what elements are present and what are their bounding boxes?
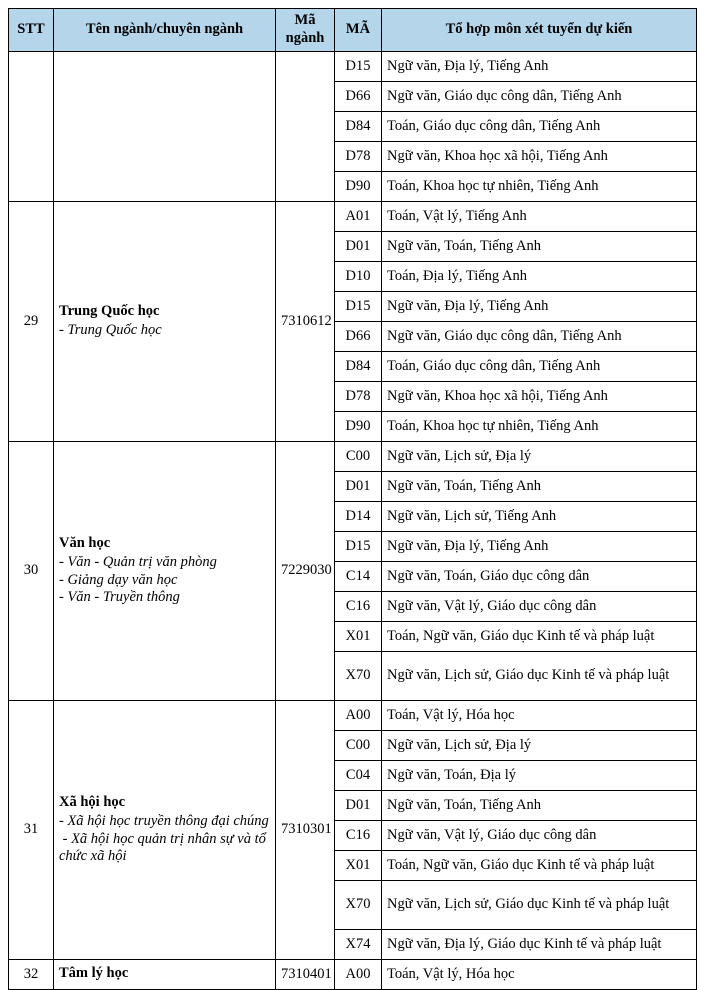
column-header-name: Tên ngành/chuyên ngành <box>54 9 276 52</box>
cell-stt: 31 <box>9 701 54 960</box>
cell-combination-subjects: Ngữ văn, Lịch sử, Địa lý <box>382 442 697 472</box>
cell-combination-code: D78 <box>335 142 382 172</box>
cell-combination-code: D15 <box>335 52 382 82</box>
cell-major-name <box>54 701 276 960</box>
cell-combination-code: C00 <box>335 731 382 761</box>
header-row <box>9 9 697 52</box>
cell-major-code: 7310401 <box>276 960 335 990</box>
cell-combination-subjects: Ngữ văn, Toán, Giáo dục công dân <box>382 562 697 592</box>
cell-combination-subjects: Ngữ văn, Toán, Tiếng Anh <box>382 791 697 821</box>
cell-combination-code: D90 <box>335 172 382 202</box>
cell-combination-code: C16 <box>335 592 382 622</box>
cell-stt: 30 <box>9 442 54 701</box>
cell-combination-code: X70 <box>335 652 382 701</box>
cell-combination-code: A00 <box>335 960 382 990</box>
cell-combination-subjects: Ngữ văn, Toán, Địa lý <box>382 761 697 791</box>
cell-combination-code: C00 <box>335 442 382 472</box>
major-name-block <box>59 535 270 607</box>
cell-major-code: 7310301 <box>276 701 335 960</box>
cell-combination-subjects: Ngữ văn, Địa lý, Giáo dục Kinh tế và pháp luật <box>382 930 697 960</box>
major-title: Trung Quốc học <box>59 303 160 320</box>
major-title: Tâm lý học <box>59 965 129 982</box>
sub-major-item: - Giảng dạy văn học <box>59 571 178 588</box>
cell-combination-code: A00 <box>335 701 382 731</box>
cell-stt: 32 <box>9 960 54 990</box>
cell-combination-code: A01 <box>335 202 382 232</box>
cell-combination-subjects: Ngữ văn, Lịch sử, Giáo dục Kinh tế và pháp luật <box>382 881 697 930</box>
cell-combination-subjects: Ngữ văn, Giáo dục công dân, Tiếng Anh <box>382 322 697 352</box>
cell-combination-subjects: Ngữ văn, Vật lý, Giáo dục công dân <box>382 592 697 622</box>
cell-major-name <box>54 442 276 701</box>
table-row <box>9 202 697 232</box>
cell-combination-code: C16 <box>335 821 382 851</box>
cell-combination-code: D01 <box>335 232 382 262</box>
cell-combination-subjects: Toán, Ngữ văn, Giáo dục Kinh tế và pháp luật <box>382 622 697 652</box>
cell-combination-code: D90 <box>335 412 382 442</box>
sub-major-item: - Xã hội học quản trị nhân sự và tổ chức xã hội <box>59 830 270 865</box>
major-title: Xã hội học <box>59 794 126 811</box>
cell-combination-code: X74 <box>335 930 382 960</box>
cell-combination-subjects: Ngữ văn, Toán, Tiếng Anh <box>382 232 697 262</box>
table-row <box>9 442 697 472</box>
cell-combination-code: D66 <box>335 82 382 112</box>
cell-combination-subjects: Ngữ văn, Giáo dục công dân, Tiếng Anh <box>382 82 697 112</box>
cell-combination-subjects: Ngữ văn, Vật lý, Giáo dục công dân <box>382 821 697 851</box>
cell-combination-subjects: Toán, Địa lý, Tiếng Anh <box>382 262 697 292</box>
column-header-combination: Tổ hợp môn xét tuyển dự kiến <box>382 9 697 52</box>
sub-major-item: - Văn - Truyền thông <box>59 589 180 606</box>
cell-combination-code: X01 <box>335 851 382 881</box>
cell-major-name <box>54 202 276 442</box>
cell-major-code <box>276 52 335 202</box>
major-name-block <box>59 303 270 339</box>
cell-combination-subjects: Ngữ văn, Toán, Tiếng Anh <box>382 472 697 502</box>
cell-stt: 29 <box>9 202 54 442</box>
table-row <box>9 701 697 731</box>
cell-combination-code: D66 <box>335 322 382 352</box>
column-header-stt: STT <box>9 9 54 52</box>
cell-major-name <box>54 52 276 202</box>
sub-major-item: - Trung Quốc học <box>59 322 162 338</box>
cell-combination-code: D01 <box>335 791 382 821</box>
cell-combination-subjects: Toán, Khoa học tự nhiên, Tiếng Anh <box>382 172 697 202</box>
cell-combination-subjects: Toán, Giáo dục công dân, Tiếng Anh <box>382 352 697 382</box>
column-header-code: MÃ <box>335 9 382 52</box>
cell-combination-code: D15 <box>335 292 382 322</box>
cell-combination-subjects: Toán, Ngữ văn, Giáo dục Kinh tế và pháp luật <box>382 851 697 881</box>
cell-combination-subjects: Ngữ văn, Lịch sử, Tiếng Anh <box>382 502 697 532</box>
cell-combination-code: D10 <box>335 262 382 292</box>
cell-combination-subjects: Toán, Khoa học tự nhiên, Tiếng Anh <box>382 412 697 442</box>
major-name-block <box>59 794 270 866</box>
cell-stt <box>9 52 54 202</box>
table-row <box>9 960 697 990</box>
major-title: Văn học <box>59 535 111 552</box>
cell-combination-subjects: Ngữ văn, Lịch sử, Địa lý <box>382 731 697 761</box>
sub-major-item: - Xã hội học truyền thông đại chúng <box>59 812 269 829</box>
cell-combination-subjects: Ngữ văn, Lịch sử, Giáo dục Kinh tế và pháp luật <box>382 652 697 701</box>
cell-combination-code: D15 <box>335 532 382 562</box>
table-body <box>9 52 697 990</box>
sub-major-item: - Văn - Quản trị văn phòng <box>59 553 217 570</box>
cell-combination-code: C14 <box>335 562 382 592</box>
cell-combination-subjects: Toán, Vật lý, Hóa học <box>382 701 697 731</box>
cell-combination-subjects: Ngữ văn, Khoa học xã hội, Tiếng Anh <box>382 142 697 172</box>
cell-major-name <box>54 960 276 990</box>
cell-combination-code: D84 <box>335 112 382 142</box>
cell-major-code: 7229030 <box>276 442 335 701</box>
cell-combination-subjects: Toán, Giáo dục công dân, Tiếng Anh <box>382 112 697 142</box>
cell-combination-subjects: Toán, Vật lý, Tiếng Anh <box>382 202 697 232</box>
cell-combination-subjects: Ngữ văn, Địa lý, Tiếng Anh <box>382 292 697 322</box>
major-name-block <box>59 965 270 983</box>
cell-combination-code: D14 <box>335 502 382 532</box>
cell-combination-code: D84 <box>335 352 382 382</box>
cell-combination-code: X01 <box>335 622 382 652</box>
cell-combination-subjects: Ngữ văn, Địa lý, Tiếng Anh <box>382 52 697 82</box>
column-header-majorcode: Mã ngành <box>276 9 335 52</box>
admissions-table <box>8 8 697 990</box>
cell-combination-subjects: Ngữ văn, Khoa học xã hội, Tiếng Anh <box>382 382 697 412</box>
cell-combination-code: C04 <box>335 761 382 791</box>
cell-combination-subjects: Ngữ văn, Địa lý, Tiếng Anh <box>382 532 697 562</box>
cell-combination-code: D78 <box>335 382 382 412</box>
cell-combination-code: D01 <box>335 472 382 502</box>
table-header <box>9 9 697 52</box>
table-row <box>9 52 697 82</box>
cell-combination-code: X70 <box>335 881 382 930</box>
cell-combination-subjects: Toán, Vật lý, Hóa học <box>382 960 697 990</box>
cell-major-code: 7310612 <box>276 202 335 442</box>
